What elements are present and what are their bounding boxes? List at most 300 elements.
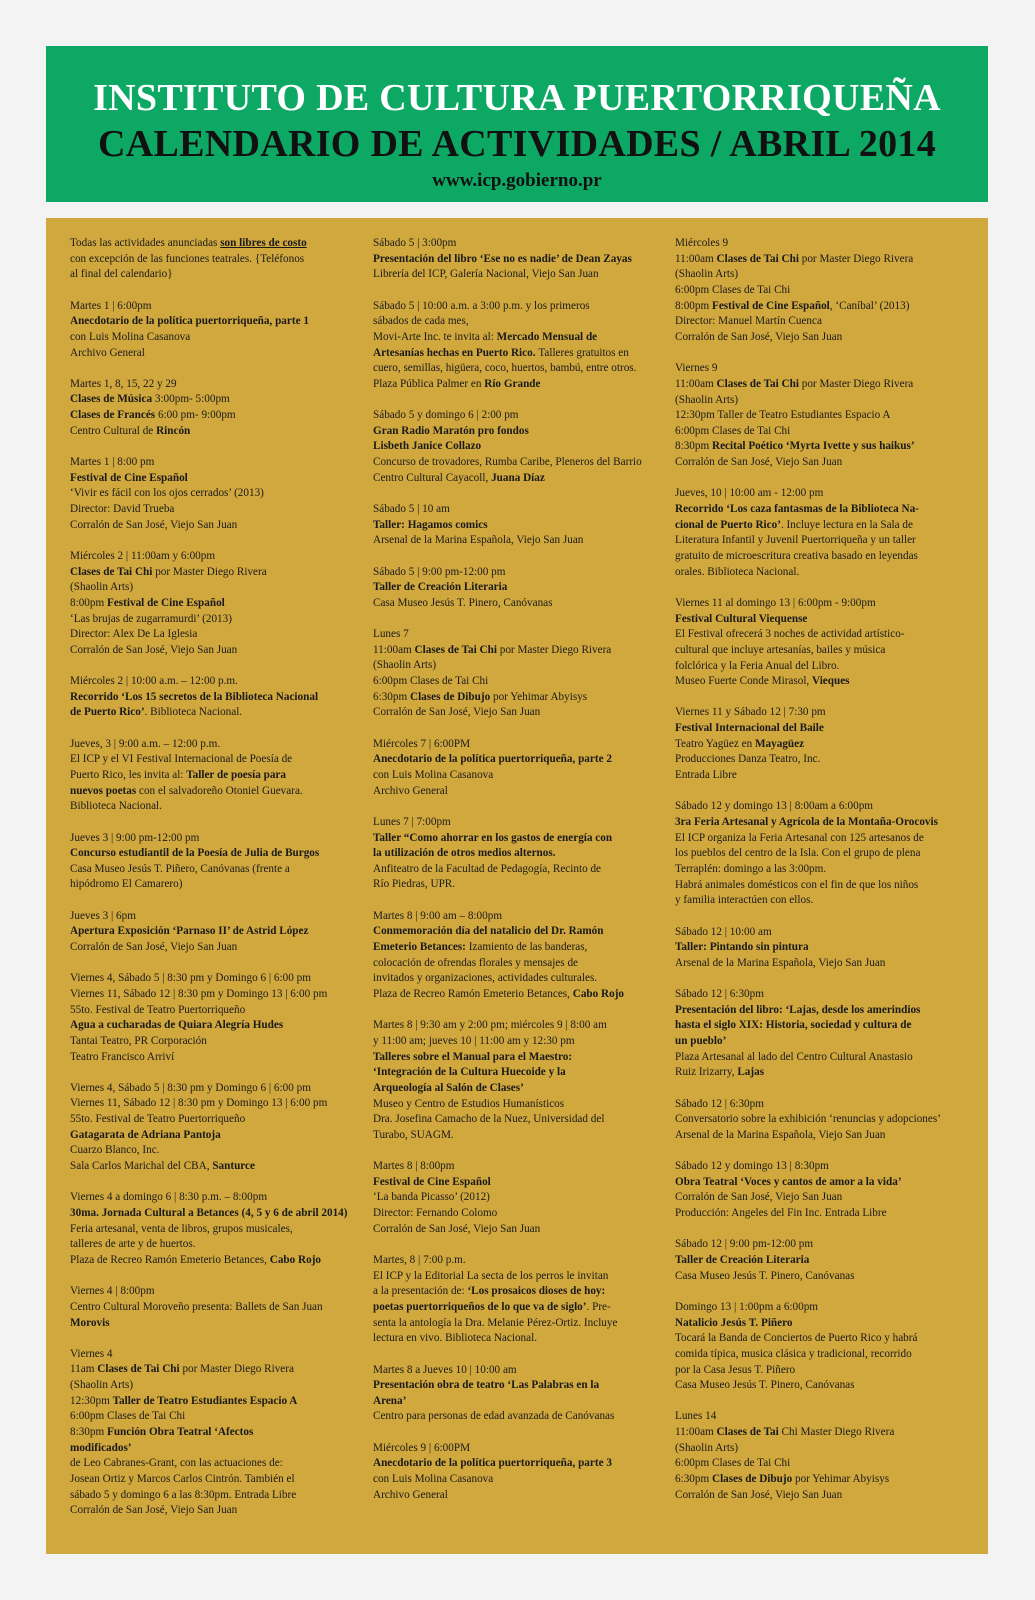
event-text: Artesanías hechas en Puerto Rico. (373, 346, 539, 359)
event-text: 8:00pm (70, 596, 107, 609)
event-line (675, 831, 965, 847)
event-line (70, 831, 352, 847)
column-2 (373, 236, 655, 1519)
event-line (70, 565, 352, 581)
event-text: por Yehimar Abyisys (492, 690, 588, 703)
event-text: colocación de ofrendas florales y mensajes de (373, 956, 579, 969)
event-text: Santurce (212, 1160, 255, 1173)
website-link[interactable]: www.icp.gobierno.pr (432, 170, 602, 191)
event-line (373, 455, 655, 471)
event-text: y familia interactúen con ellos. (675, 894, 814, 907)
event-line (373, 768, 655, 784)
event-text: Vieques (812, 675, 850, 688)
event-text: senta la antología la Dra. Melanie Pérez-Ortiz. Incluye (373, 1316, 618, 1329)
event-line (70, 1159, 352, 1175)
event-text: Taller de Teatro Estudiantes Espacio A (112, 1394, 298, 1407)
event-text: 3ra Feria Artesanal y Agrícola de la Montaña-Orocovis (675, 815, 938, 828)
event-line (70, 330, 352, 346)
event-text: 12:30pm (70, 1394, 113, 1407)
event-text: Juana Díaz (491, 471, 545, 484)
event-line (373, 690, 655, 706)
event-text: 6:00pm Clases de Tai Chi (70, 1410, 186, 1423)
event-text: (Shaolin Arts) (70, 581, 134, 594)
event-line (70, 314, 352, 330)
event-line (675, 518, 965, 534)
event-line (373, 1112, 655, 1128)
event-line (70, 471, 352, 487)
event-text: Martes 1 | 6:00pm (70, 299, 152, 312)
event-line (373, 815, 655, 831)
event-entry (675, 1237, 965, 1284)
event-line (675, 1347, 965, 1363)
event-line (70, 1284, 352, 1300)
event-text: Agua a cucharadas de Quiara Alegría Hudes (70, 1019, 284, 1032)
event-line (70, 799, 352, 815)
event-line (675, 424, 965, 440)
institute-title: INSTITUTO DE CULTURA PUERTORRIQUEÑA (93, 77, 941, 119)
event-text: Recital Poético ‘Myrta Ivette y sus haikus’ (711, 440, 915, 453)
event-text: Morovis (70, 1316, 110, 1329)
event-text: Taller: Pintando sin pintura (675, 941, 809, 954)
event-text: Chi Master Diego Rivera (781, 1426, 895, 1439)
event-text: Sábado 12 y domingo 13 | 8:00am a 6:00pm (675, 800, 874, 813)
event-line (675, 1097, 965, 1113)
event-line (675, 1488, 965, 1504)
event-text: 30ma. Jornada Cultural a Betances (4, 5 y 6 de abril 2014) (70, 1207, 348, 1219)
event-entry (675, 1159, 965, 1222)
event-text: Sábado 12 | 6:30pm (675, 1097, 764, 1110)
event-text: Rincón (156, 424, 191, 437)
event-line (70, 596, 352, 612)
event-line (675, 705, 965, 721)
event-line (675, 1331, 965, 1347)
event-text: Habrá animales domésticos con el fin de que los niños (675, 878, 919, 891)
event-line (675, 549, 965, 565)
event-text: Tantai Teatro, PR Corporación (70, 1034, 207, 1047)
event-text: El Festival ofrecerá 3 noches de actividad artístico- (675, 628, 905, 641)
event-entry (373, 1363, 655, 1426)
event-text: Archivo General (373, 1488, 448, 1501)
event-text: 55to. Festival de Teatro Puertorriqueño (70, 1003, 246, 1016)
event-text: por Yehimar Abyisys (794, 1473, 890, 1486)
event-entry (70, 299, 352, 362)
event-line (70, 768, 352, 784)
event-line (70, 408, 352, 424)
event-line (373, 1331, 655, 1347)
event-text: Sala Carlos Marichal del CBA, (70, 1160, 213, 1173)
event-line (70, 1237, 352, 1253)
event-line (675, 737, 965, 753)
event-text: El ICP y el VI Festival Internacional de Poesía de (70, 753, 293, 766)
event-line (70, 846, 352, 862)
event-text: Clases de Música (70, 393, 155, 406)
event-entry (70, 909, 352, 956)
event-entry (675, 1300, 965, 1394)
event-entry (675, 799, 965, 909)
event-line (675, 878, 965, 894)
event-line (373, 1378, 655, 1394)
event-text: Teatro Yagüez en (675, 737, 755, 750)
event-text: Director: David Trueba (70, 502, 175, 515)
event-text: Río Piedras, UPR. (373, 878, 456, 891)
event-line (675, 314, 965, 330)
event-line (675, 283, 965, 299)
event-text: Anecdotario de la política puertorriqueña, parte 3 (373, 1457, 612, 1470)
event-entry (373, 815, 655, 893)
event-text: 11:00am (675, 377, 717, 390)
event-text: Corralón de San José, Viejo San Juan (70, 518, 238, 531)
event-line (373, 909, 655, 925)
calendar-title: CALENDARIO DE ACTIVIDADES / ABRIL 2014 (97, 123, 937, 165)
event-text: Conmemoración día del natalicio del Dr. Ramón (373, 925, 604, 938)
event-line (373, 424, 655, 440)
event-line (70, 549, 352, 565)
event-text: Plaza Pública Palmer en (373, 377, 485, 390)
event-text: 8:00pm (675, 299, 712, 312)
event-text: Director: Alex De La Iglesia (70, 628, 198, 641)
event-text: Lajas (737, 1066, 765, 1079)
event-entry (373, 737, 655, 800)
event-text: Corralón de San José, Viejo San Juan (70, 643, 238, 656)
event-text: Librería del ICP, Galería Nacional, Viejo San Juan (373, 268, 599, 281)
event-text: los pueblos del centro de la Isla. Con el grupo de plena (675, 847, 921, 860)
event-text: Casa Museo Jesús T. Pinero, Canóvanas (675, 1269, 855, 1282)
event-text: Presentación del libro: ‘Lajas, desde los amerindios (675, 1003, 921, 1016)
event-text: Tocará la Banda de Conciertos de Puerto Rico y habrá (675, 1332, 918, 1345)
event-line (70, 627, 352, 643)
event-line (70, 1018, 352, 1034)
event-text: Río Grande (484, 377, 541, 390)
event-entry (373, 1159, 655, 1237)
event-text: Concurso de trovadores, Rumba Caribe, Pleneros del Barrio (373, 456, 642, 469)
event-text: Miércoles 9 (675, 237, 729, 249)
event-entry (70, 1284, 352, 1331)
event-line (675, 486, 965, 502)
event-line (373, 533, 655, 549)
event-line (675, 627, 965, 643)
event-text: orales. Biblioteca Nacional. (675, 565, 800, 578)
event-line (675, 408, 965, 424)
event-line (70, 737, 352, 753)
event-line (373, 1316, 655, 1332)
event-text: Director: Fernando Colomo (373, 1207, 498, 1220)
event-line (675, 1190, 965, 1206)
event-line (373, 1034, 655, 1050)
event-line (675, 502, 965, 518)
event-text: Sábado 12 | 9:00 pm-12:00 pm (675, 1238, 814, 1251)
event-text: Taller “Como ahorrar en los gastos de energía con (373, 831, 613, 844)
event-entry (373, 909, 655, 1003)
event-text: Lunes 7 | 7:00pm (373, 815, 451, 828)
event-line (70, 392, 352, 408)
event-line (675, 1425, 965, 1441)
event-line (373, 1363, 655, 1379)
event-line (70, 267, 352, 283)
event-line (675, 674, 965, 690)
event-text: Gran Radio Maratón pro fondos (373, 424, 529, 437)
event-text: Función Obra Teatral ‘Afectos (106, 1426, 254, 1439)
event-line (675, 1034, 965, 1050)
event-text: por Master Diego Rivera (182, 1363, 294, 1376)
event-text: Festival de Cine Español (70, 471, 188, 484)
event-line (373, 1128, 655, 1144)
event-text: Cuarzo Blanco, Inc. (70, 1144, 160, 1157)
event-entry (675, 236, 965, 346)
event-line (373, 267, 655, 283)
event-text: Clases de Tai Chi (414, 643, 500, 656)
event-line (373, 299, 655, 315)
event-text: Talleres gratuitos en (538, 346, 629, 359)
event-text: Clases de Tai Chi (716, 252, 802, 265)
event-line (70, 971, 352, 987)
event-line (675, 1269, 965, 1285)
event-line (675, 1456, 965, 1472)
event-text: Entrada Libre (675, 769, 737, 782)
event-line (373, 377, 655, 393)
event-entry (70, 549, 352, 659)
event-entry (70, 236, 352, 283)
event-entry (675, 596, 965, 690)
event-text: al final del calendario} (70, 268, 173, 281)
event-line (373, 1269, 655, 1285)
event-text: Clases de Tai (716, 1426, 782, 1439)
event-line (373, 956, 655, 972)
event-text: Sábado 5 | 10:00 a.m. a 3:00 p.m. y los primeros (373, 299, 590, 312)
event-text: Producción: Angeles del Fin Inc. Entrada Libre (675, 1207, 887, 1220)
event-line (70, 1003, 352, 1019)
event-text: . Biblioteca Nacional. (144, 706, 243, 719)
event-text: lectura en vivo. Biblioteca Nacional. (373, 1332, 538, 1345)
event-line (70, 909, 352, 925)
event-text: Clases de Tai Chi (70, 565, 156, 578)
event-line (373, 580, 655, 596)
event-text: la utilización de otros medios alternos. (373, 847, 556, 860)
event-text: 11:00am (675, 1426, 717, 1439)
event-text: Clases de Francés (70, 409, 158, 422)
event-text: Clases de Dibujo (409, 690, 493, 703)
event-text: ‘La banda Picasso’ (2012) (373, 1191, 490, 1204)
event-line (70, 1128, 352, 1144)
event-text: Feria artesanal, venta de libros, grupos musicales, (70, 1222, 293, 1235)
event-text: Josean Ortiz y Marcos Carlos Cintrón. También el (70, 1473, 295, 1486)
event-line (675, 752, 965, 768)
event-text: comida típica, musica clásica y tradicional, recorrido (675, 1347, 912, 1360)
event-line (70, 1425, 352, 1441)
event-line (675, 799, 965, 815)
event-line (373, 784, 655, 800)
event-text: Casa Museo Jesús T. Piñero, Canóvanas (frente a (70, 862, 290, 875)
event-line (675, 1237, 965, 1253)
event-entry (373, 236, 655, 283)
event-text: Lunes 7 (373, 628, 409, 641)
event-text: Concurso estudiantil de la Poesía de Julia de Burgos (70, 847, 320, 860)
event-text: Lunes 14 (675, 1410, 717, 1423)
event-text: y 11:00 am; jueves 10 | 11:00 am y 12:30 pm (373, 1034, 575, 1047)
event-line (373, 1065, 655, 1081)
event-line (70, 502, 352, 518)
event-text: sábado 5 y domingo 6 a las 8:30pm. Entrada Libre (70, 1488, 297, 1501)
event-text: Jueves 3 | 6pm (70, 909, 136, 922)
event-text: Apertura Exposición ‘Parnaso II’ de Astrid López (70, 925, 309, 938)
event-text: Festival Cultural Viequense (675, 612, 808, 625)
event-line (70, 1222, 352, 1238)
event-text: 8:30pm (675, 440, 712, 453)
event-text: Sábado 5 | 3:00pm (373, 237, 457, 249)
event-text: Corralón de San José, Viejo San Juan (675, 456, 843, 469)
event-text: de Puerto Rico’ (70, 706, 145, 719)
event-line (373, 831, 655, 847)
event-text: Festival Internacional del Baile (675, 722, 824, 735)
event-text: Arena’ (373, 1394, 407, 1407)
event-text: Corralón de San José, Viejo San Juan (675, 1488, 843, 1501)
event-text: de Leo Cabranes-Grant, con las actuaciones de: (70, 1457, 283, 1470)
event-entry (675, 486, 965, 580)
event-text: (Shaolin Arts) (373, 659, 437, 672)
event-line (675, 252, 965, 268)
event-text: Viernes 9 (675, 362, 718, 375)
event-line (675, 236, 965, 252)
event-line (675, 659, 965, 675)
event-line (675, 1065, 965, 1081)
event-text: Plaza de Recreo Ramón Emeterio Betances, (373, 988, 573, 1000)
header-banner (46, 46, 988, 202)
event-text: Natalicio Jesús T. Piñero (675, 1316, 793, 1329)
event-text: cuero, semillas, higüera, coco, huertos, bambú, entre otros. (373, 362, 637, 375)
event-text: Miércoles 9 | 6:00PM (373, 1441, 471, 1454)
event-line (675, 1206, 965, 1222)
event-entry (373, 1441, 655, 1504)
event-text: Gatagarata de Adriana Pantoja (70, 1128, 221, 1141)
event-line (675, 1316, 965, 1332)
event-line (70, 862, 352, 878)
event-line (373, 1472, 655, 1488)
event-text: 11:00am (675, 252, 717, 265)
event-text: Cabo Rojo (572, 988, 625, 1000)
event-text: gratuito de microescritura creativa basado en leyendas (675, 550, 918, 562)
event-line (70, 643, 352, 659)
event-text: Viernes 11, Sábado 12 | 8:30 pm y Domingo 13 | 6:00 pm (70, 987, 328, 1000)
event-line (675, 1300, 965, 1316)
event-text: Director: Manuel Martín Cuenca (675, 315, 822, 328)
event-line (70, 752, 352, 768)
event-entry (70, 831, 352, 894)
event-text: Sábado 12 | 10:00 am (675, 925, 772, 938)
event-line (70, 1253, 352, 1269)
event-line (373, 752, 655, 768)
event-line (675, 330, 965, 346)
event-line (373, 408, 655, 424)
event-text: Corralón de San José, Viejo San Juan (70, 1504, 238, 1517)
event-line (70, 1503, 352, 1519)
event-line (675, 455, 965, 471)
event-line (675, 1175, 965, 1191)
event-text: con Luis Molina Casanova (70, 330, 191, 343)
event-text: Martes 8 | 8:00pm (373, 1160, 455, 1173)
event-text: Recorrido ‘Los caza fantasmas de la Biblioteca Na- (675, 503, 919, 516)
event-text: Arqueología al Salón de Clases’ (373, 1081, 524, 1094)
event-text: Anecdotario de la política puertorriqueña, parte 2 (373, 753, 612, 766)
event-text: . Pre- (586, 1300, 611, 1313)
event-text: Anecdotario de la política puertorriqueña, parte 1 (70, 315, 309, 328)
event-line (70, 377, 352, 393)
event-text: Casa Museo Jesús T. Pinero, Canóvanas (373, 596, 553, 609)
event-text: Obra Teatral ‘Voces y cantos de amor a la vida’ (675, 1175, 902, 1188)
event-line (373, 1409, 655, 1425)
event-text: Centro Cultural de (70, 424, 157, 437)
event-text: Literatura Infantil y Juvenil Puertorriqueña y un taller (675, 534, 916, 547)
event-text: Plaza Artesanal al lado del Centro Cultural Anastasio (675, 1050, 913, 1063)
event-line (373, 1050, 655, 1066)
event-text: sábados de cada mes, (373, 315, 469, 328)
event-line (373, 596, 655, 612)
event-text: Dra. Josefina Camacho de la Nuez, Universidad del (373, 1113, 605, 1126)
event-text: (Shaolin Arts) (675, 393, 739, 406)
event-entry (373, 1253, 655, 1347)
event-text: Plaza de Recreo Ramón Emeterio Betances, (70, 1253, 270, 1266)
event-entry (70, 1081, 352, 1175)
event-text: Corralón de San José, Viejo San Juan (675, 1191, 843, 1204)
event-line (70, 1409, 352, 1425)
event-text: Centro Cultural Moroveño presenta: Ballets de San Juan (70, 1300, 323, 1313)
event-text: Taller de Creación Literaria (373, 581, 508, 594)
event-text: Clases de Tai Chi (716, 377, 802, 390)
event-line (675, 987, 965, 1003)
event-text: Talleres sobre el Manual para el Maestro: (373, 1050, 573, 1063)
event-entry (675, 1409, 965, 1503)
event-text: con excepción de las funciones teatrales. {Teléfonos (70, 252, 305, 265)
event-line (373, 674, 655, 690)
event-line (373, 1018, 655, 1034)
event-text: Mayagüez (755, 737, 805, 750)
event-text: con Luis Molina Casanova (373, 1473, 494, 1486)
event-line (70, 486, 352, 502)
event-text: Viernes 11 y Sábado 12 | 7:30 pm (675, 706, 826, 719)
event-text: Viernes 11, Sábado 12 | 8:30 pm y Domingo 13 | 6:00 pm (70, 1097, 328, 1110)
event-text: Miércoles 7 | 6:00PM (373, 737, 471, 750)
event-entry (675, 705, 965, 783)
event-text: por Master Diego Rivera (801, 252, 914, 265)
event-text: Recorrido ‘Los 15 secretos de la Biblioteca Nacional (70, 690, 319, 703)
event-entry (70, 1190, 352, 1268)
event-line (373, 987, 655, 1003)
event-text: Puerto Rico, les invita al: (70, 768, 187, 781)
event-line (70, 1206, 352, 1222)
event-text: ‘Integración de la Cultura Huecoide y la (373, 1066, 566, 1079)
event-line (70, 580, 352, 596)
event-line (675, 377, 965, 393)
event-text: Jueves 3 | 9:00 pm-12:00 pm (70, 831, 200, 844)
event-text: 6:00pm Clases de Tai Chi (675, 1457, 791, 1470)
event-line (373, 565, 655, 581)
event-text: 6:00pm Clases de Tai Chi (373, 675, 489, 688)
event-text: Miércoles 2 | 10:00 a.m. – 12:00 p.m. (70, 675, 238, 688)
event-line (373, 330, 655, 346)
event-text: 6:30pm (675, 1473, 712, 1486)
event-line (675, 862, 965, 878)
event-line (675, 1003, 965, 1019)
event-text: Martes 8 | 9:30 am y 2:00 pm; miércoles 9 | 8:00 am (373, 1019, 607, 1032)
event-text: 12:30pm Taller de Teatro Estudiantes Espacio A (675, 409, 891, 422)
event-line (373, 252, 655, 268)
event-text: . Incluye lectura en la Sala de (780, 518, 913, 531)
event-text: (Shaolin Arts) (675, 268, 739, 281)
event-line (70, 299, 352, 315)
event-text: Producciones Danza Teatro, Inc. (675, 753, 821, 766)
event-text: Casa Museo Jesús T. Pinero, Canóvanas (675, 1379, 855, 1392)
event-text: Movi-Arte Inc. te invita al: (373, 330, 497, 343)
event-line (70, 784, 352, 800)
event-entry (70, 1347, 352, 1519)
